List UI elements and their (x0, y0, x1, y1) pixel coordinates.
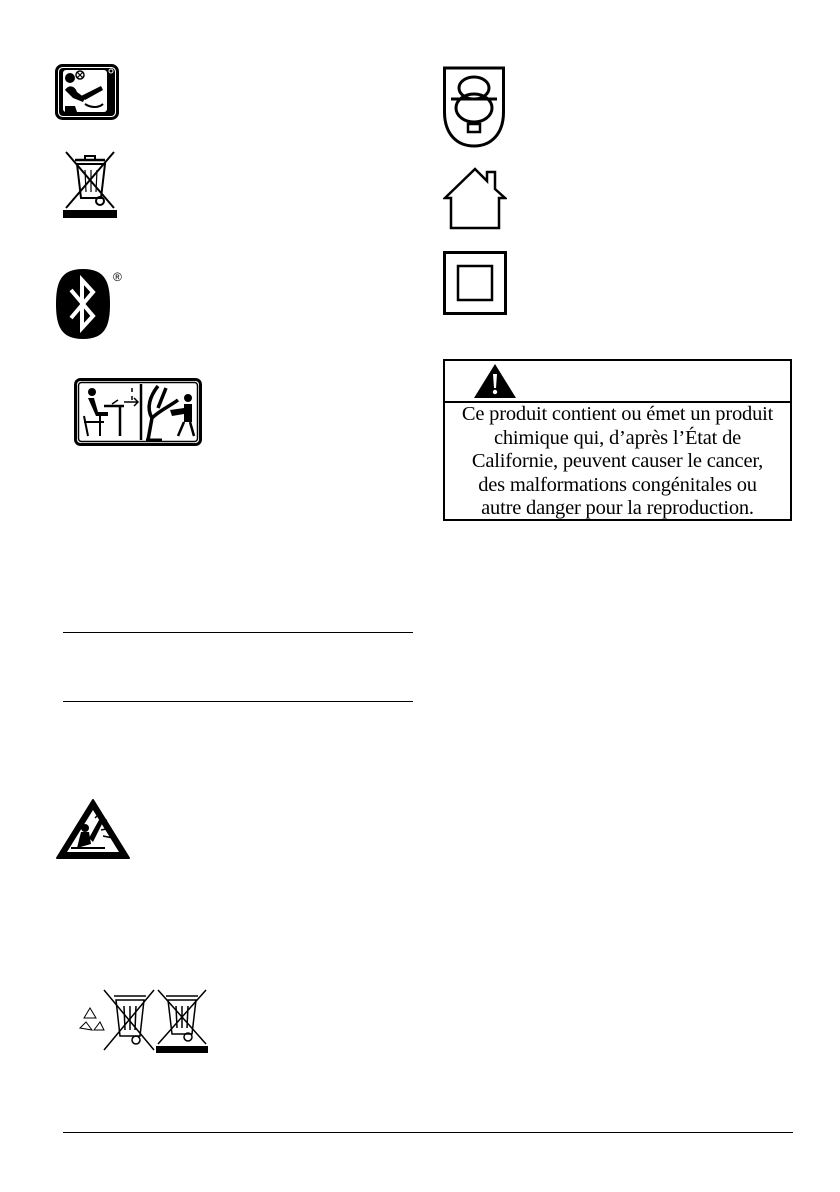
class-ii-double-square-icon (443, 251, 507, 315)
registered-trademark: ® (113, 270, 122, 284)
warning-line: autre danger pour la reproduction. (481, 497, 754, 519)
warning-header (445, 361, 790, 403)
house-indoor-use-icon (443, 166, 507, 230)
warning-line: Ce produit contient ou émet un produit (461, 403, 774, 425)
prop65-warning-text (445, 403, 790, 521)
prop65-warning-box (443, 359, 792, 521)
recycling-and-crossed-bins-icon (74, 988, 210, 1054)
bluetooth-icon (55, 268, 111, 340)
chainsaw-read-manual-icon (55, 64, 119, 120)
section-rule-bottom (63, 701, 413, 702)
warning-line: Californie, peuvent causer le cancer, (471, 450, 764, 472)
footer-rule (63, 1132, 793, 1133)
read-manual-tree-cutting-icon (74, 378, 202, 446)
warning-line: des malformations congénitales ou (478, 473, 757, 496)
crossed-out-wheelie-bin-icon (63, 150, 117, 218)
section-rule-top (63, 632, 413, 633)
exclamation-triangle-icon (473, 363, 517, 399)
warning-line: chimique qui, d’après l’État de (493, 426, 742, 449)
double-insulation-oval-icon (443, 64, 505, 148)
kickback-warning-triangle-icon (55, 798, 131, 860)
